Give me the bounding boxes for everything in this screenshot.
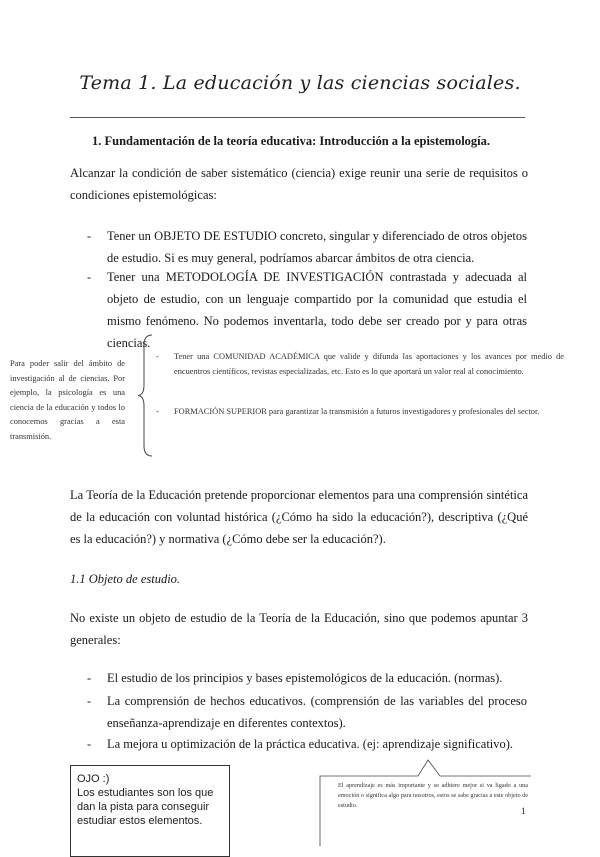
list-item (87, 225, 527, 269)
requirement-text: Tener un OBJETO DE ESTUDIO concreto, singular y diferenciado de otros objetos de estudio. Si es muy general, podríamos abarcar ámbitos de otra ciencia. (107, 229, 527, 265)
callout-note: El aprendizaje es más importante y se adhiere mejor si va ligado a una emoción o significa algo para nosotros, estos se sabe gracias a este objeto de estudio. (338, 782, 528, 809)
list-item (87, 733, 527, 755)
object-text: El estudio de los principios y bases epistemológicos de la educación. (normas). (107, 671, 503, 685)
list-item (156, 350, 564, 379)
small-requirement-text: Tener una COMUNIDAD ACADÉMICA que valide y difunda las aportaciones y los avances por medio de encuentros científicos, revistas especializadas, etc. Esto es lo que aportará un valor real al conocimiento. (174, 352, 564, 376)
side-note: Para poder salir del ámbito de investigación al de ciencias. Por ejemplo, la psicología es una ciencia de la educación y todos lo conocemos gracias a esta transmisión. (10, 359, 125, 441)
subsection-heading: 1.1 Objeto de estudio. (70, 572, 181, 586)
bullet-dash: - (87, 694, 92, 708)
list-item (87, 667, 527, 689)
note-box-text: OJO :) Los estudiantes son los que dan la pista para conseguir estudiar estos elementos. (77, 773, 214, 827)
object-paragraph: No existe un objeto de estudio de la Teoría de la Educación, sino que podemos apuntar 3 generales: (70, 611, 528, 647)
requirement-text: Tener una METODOLOGÍA DE INVESTIGACIÓN contrastada y adecuada al objeto de estudio, con un lenguaje compartido por la comunidad que estudia el mismo fenómeno. No podemos inventarla, todo debe ser creado por y para otras ciencias. (107, 270, 527, 350)
small-requirement-text: FORMACIÓN SUPERIOR para garantizar la transmisión a futuros investigadores y profesionales del sector. (174, 407, 540, 416)
title-divider (70, 117, 525, 118)
curly-brace-icon (138, 333, 158, 458)
bullet-dash: - (156, 407, 159, 416)
bullet-dash: - (87, 671, 92, 685)
page-title: Tema 1. La educación y las ciencias sociales. (79, 72, 521, 94)
intro-paragraph: Alcanzar la condición de saber sistemático (ciencia) exige reunir una serie de requisitos o condiciones epistemológicas: (70, 166, 528, 202)
list-item (156, 405, 564, 420)
theory-paragraph: La Teoría de la Educación pretende proporcionar elementos para una comprensión sintética de la educación con voluntad histórica (¿Cómo ha sido la educación?), descriptiva (¿Qué es la educación?) y normativa (¿Cómo debe ser la educación?). (70, 488, 528, 546)
list-item (87, 690, 527, 734)
bullet-dash: - (87, 229, 92, 243)
section-heading: 1. Fundamentación de la teoría educativa: Introducción a la epistemología. (92, 134, 491, 148)
page-number: 1 (521, 806, 526, 816)
list-item (87, 266, 527, 354)
object-text: La mejora u optimización de la práctica educativa. (ej: aprendizaje significativo). (107, 737, 514, 751)
bullet-dash: - (87, 737, 92, 751)
bullet-dash: - (87, 270, 92, 284)
bullet-dash: - (156, 352, 159, 361)
object-text: La comprensión de hechos educativos. (comprensión de las variables del proceso enseñanza-aprendizaje en diferentes contextos). (107, 694, 527, 730)
note-box (70, 765, 230, 857)
